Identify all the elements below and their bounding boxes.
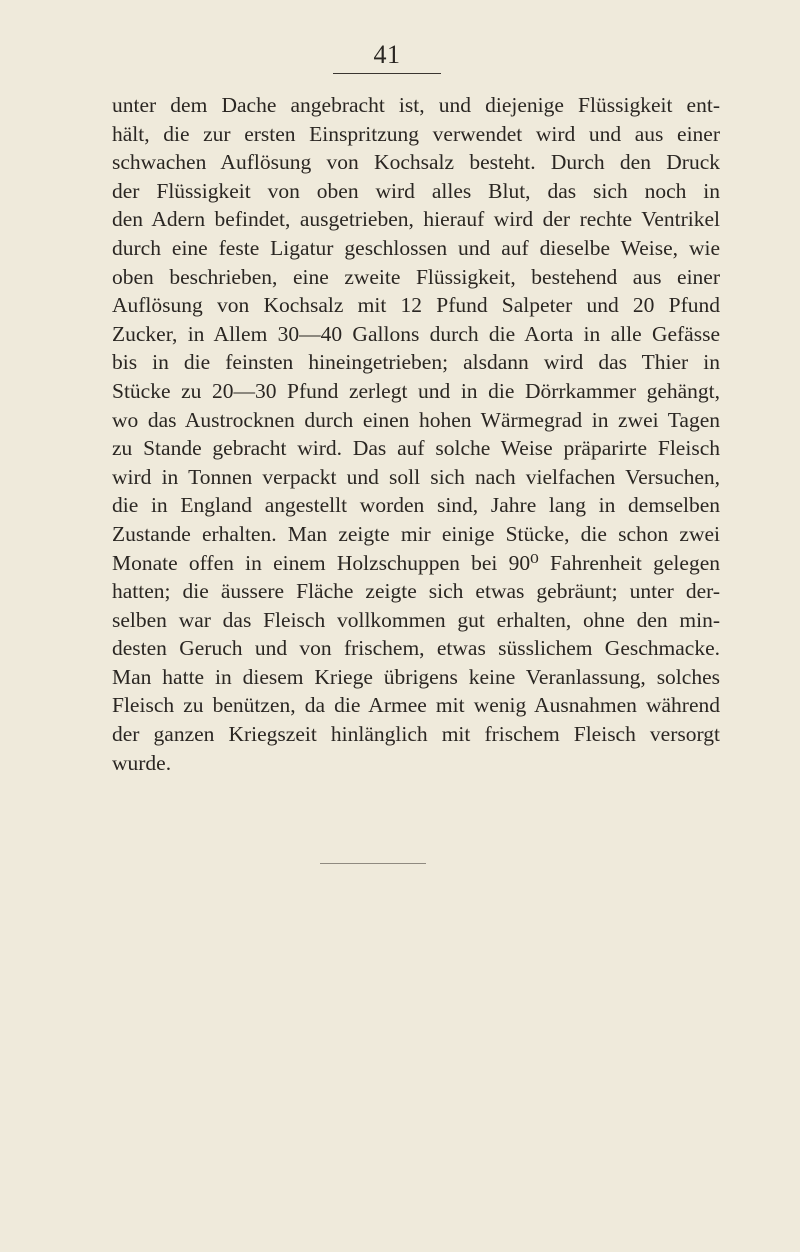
section-end-rule: [320, 863, 426, 864]
text-line: wird in Tonnen verpackt und soll sich nach vielfachen Versuchen,: [112, 464, 720, 489]
text-line: Zucker, in Allem 30—40 Gallons durch die Aorta in alle Gefässe: [112, 321, 720, 346]
text-line: hält, die zur ersten Einspritzung verwendet wird und aus einer: [112, 121, 720, 146]
text-line: Fleisch zu benützen, da die Armee mit wenig Ausnahmen während: [112, 693, 720, 718]
text-line: selben war das Fleisch vollkommen gut erhalten, ohne den min-: [112, 607, 720, 632]
page-number-rule: [333, 73, 441, 74]
text-line: der ganzen Kriegszeit hinlänglich mit frischem Fleisch versorgt: [112, 722, 720, 747]
text-line: wo das Austrocknen durch einen hohen Wärmegrad in zwei Tagen: [112, 407, 720, 432]
text-line: Monate offen in einem Holzschuppen bei 90⁰ Fahrenheit gelegen: [112, 550, 720, 575]
body-paragraph: [112, 91, 720, 777]
text-line: Man hatte in diesem Kriege übrigens keine Veranlassung, solches: [112, 664, 720, 689]
text-line: oben beschrieben, eine zweite Flüssigkeit, bestehend aus einer: [112, 264, 720, 289]
text-line: schwachen Auflösung von Kochsalz besteht. Durch den Druck: [112, 150, 720, 175]
text-line: die in England angestellt worden sind, Jahre lang in demselben: [112, 493, 720, 518]
text-line: hatten; die äussere Fläche zeigte sich etwas gebräunt; unter der-: [112, 579, 720, 604]
text-line: desten Geruch und von frischem, etwas süsslichem Geschmacke.: [112, 636, 720, 661]
text-line: bis in die feinsten hineingetrieben; alsdann wird das Thier in: [112, 350, 720, 375]
text-line: unter dem Dache angebracht ist, und diejenige Flüssigkeit ent-: [112, 93, 720, 117]
text-line: Auflösung von Kochsalz mit 12 Pfund Salpeter und 20 Pfund: [112, 293, 720, 318]
text-line: Zustande erhalten. Man zeigte mir einige Stücke, die schon zwei: [112, 521, 720, 546]
text-line: Stücke zu 20—30 Pfund zerlegt und in die Dörrkammer gehängt,: [112, 378, 720, 403]
page-number: 41: [373, 40, 401, 69]
text-line: zu Stande gebracht wird. Das auf solche Weise präparirte Fleisch: [112, 436, 720, 461]
text-line: der Flüssigkeit von oben wird alles Blut, das sich noch in: [112, 178, 720, 203]
text-line: den Adern befindet, ausgetrieben, hierauf wird der rechte Ventrikel: [112, 207, 720, 232]
text-line: wurde.: [112, 750, 172, 775]
text-line: durch eine feste Ligatur geschlossen und auf dieselbe Weise, wie: [112, 235, 720, 260]
